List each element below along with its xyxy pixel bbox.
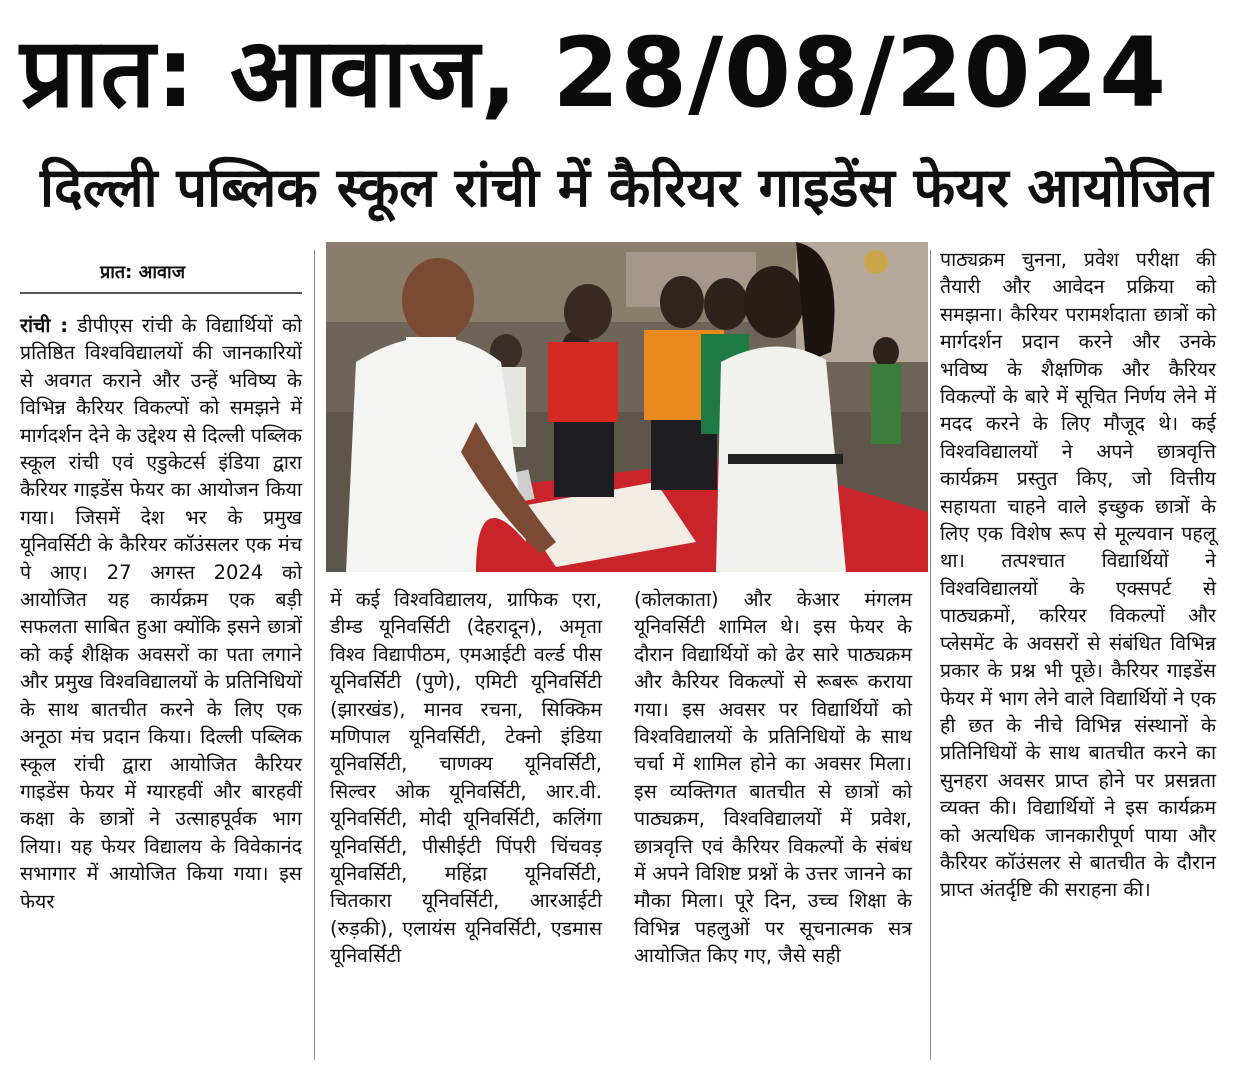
article-text: डीपीएस रांची के विद्यार्थियों को प्रतिष्ठित विश्वविद्यालयों की जानकारियों से अवगत कराने और उन्हें भविष्य के विभिन्न कैरियर विकल्पों को समझने में मार्गदर्शन देने के उद्देश्य से दिल्ली पब्लिक स्कूल रांची एवं एडुकेटर्स इंडिया द्वारा कैरियर गाइडेंस फेयर का आयोजन किया गया। जिसमें देश भर के प्रमुख यूनिवर्सिटी के कैरियर कॉउंसलर एक मंच पे आए। 27 अगस्त 2024 को आयोजित यह कार्यक्रम एक बड़ी सफलता साबित हुआ क्योंकि इसने छात्रों को कई शैक्षिक अवसरों का पता लगाने और प्रमुख विश्वविद्यालयों के प्रतिनिधियों के साथ बातचीत करने के लिए एक अनूठा मंच प्रदान किया। दिल्ली पब्लिक स्कूल रांची द्वारा आयोजित कैरियर गाइडेंस फेयर में ग्यारहवीं और बारहवीं कक्षा के छात्रों ने उत्साहपूर्वक भाग लिया। यह फेयर विद्यालय के विवेकानंद सभागार में आयोजित किया गया। इस फेयर bbox=[20, 314, 302, 913]
newspaper-masthead-date: प्रात: आवाज, 28/08/2024 bbox=[20, 17, 1167, 129]
article-column-1 bbox=[20, 312, 302, 915]
event-photo bbox=[326, 242, 928, 572]
column-divider bbox=[930, 250, 931, 1060]
article-column-4 bbox=[940, 246, 1216, 904]
event-photo-illustration bbox=[326, 242, 928, 572]
dateline-place: रांची : bbox=[20, 314, 69, 337]
byline: प्रात: आवाज bbox=[20, 252, 302, 294]
column-divider bbox=[314, 250, 315, 1060]
article-column-3 bbox=[634, 586, 912, 970]
article-text: में कई विश्वविद्यालय, ग्राफिक एरा, डीम्ड यूनिवर्सिटी (देहरादून), अमृता विश्व विद्यापीठम, एमआईटी वर्ल्ड पीस यूनिवर्सिटी (पुणे), एमिटी यूनिवर्सिटी (झारखंड), मानव रचना, सिक्किम मणिपाल यूनिवर्सिटी, टेक्नो इंडिया यूनिवर्सिटी, चाणक्य यूनिवर्सिटी, सिल्वर ओक यूनिवर्सिटी, आर.वी. यूनिवर्सिटी, मोदी यूनिवर्सिटी, कलिंगा यूनिवर्सिटी, पीसीईटी पिंपरी चिंचवड़ यूनिवर्सिटी, महिंद्रा यूनिवर्सिटी, चितकारा यूनिवर्सिटी, आरआईटी (रुड़की), एलायंस यूनिवर्सिटी, एडमास यूनिवर्सिटी bbox=[330, 588, 602, 968]
article-text: (कोलकाता) और केआर मंगलम यूनिवर्सिटी शामिल थे। इस फेयर के दौरान विद्यार्थियों को ढेर सारे पाठ्यक्रम और कैरियर विकल्पों से रूबरू कराया गया। इस अवसर पर विद्यार्थियों को विश्वविद्यालयों के प्रतिनिधियों के साथ चर्चा में शामिल होने का अवसर मिला। इस व्यक्तिगत बातचीत से छात्रों को पाठ्यक्रम, विश्वविद्यालयों में प्रवेश, छात्रवृत्ति एवं कैरियर विकल्पों के संबंध में अपने विशिष्ट प्रश्नों के उत्तर जानने का मौका मिला। पूरे दिन, उच्च शिक्षा के विभिन्न पहलुओं पर सूचनात्मक सत्र आयोजित किए गए, जैसे सही bbox=[634, 588, 912, 968]
article-text: पाठ्यक्रम चुनना, प्रवेश परीक्षा की तैयारी और आवेदन प्रक्रिया को समझना। कैरियर परामर्शदाता छात्रों को मार्गदर्शन प्रदान करने और उनके भविष्य के शैक्षणिक और कैरियर विकल्पों के बारे में सूचित निर्णय लेने में मदद करने के लिए मौजूद थे। कई विश्वविद्यालयों ने अपने छात्रवृत्ति कार्यक्रम प्रस्तुत किए, जो वित्तीय सहायता चाहने वाले इच्छुक छात्रों के लिए एक विशेष रूप से मूल्यवान पहलू था। तत्पश्चात विद्यार्थियों ने विश्वविद्यालयों के एक्सपर्ट से पाठ्यक्रमों, करियर विकल्पों और प्लेसमेंट के अवसरों से संबंधित विभिन्न प्रकार के प्रश्न भी पूछे। कैरियर गाइडेंस फेयर में भाग लेने वाले विद्यार्थियों ने एक ही छत के नीचे विभिन्न संस्थानों के प्रतिनिधियों के साथ बातचीत करने का सुनहरा अवसर प्राप्त होने पर प्रसन्नता व्यक्त की। विद्यार्थियों ने इस कार्यक्रम को अत्यधिक जानकारीपूर्ण पाया और कैरियर कॉउंसलर से बातचीत के दौरान प्राप्त अंतर्दृष्टि की सराहना की। bbox=[940, 248, 1216, 902]
article-headline: दिल्ली पब्लिक स्कूल रांची में कैरियर गाइडेंस फेयर आयोजित bbox=[40, 156, 1213, 219]
article-column-2 bbox=[330, 586, 602, 970]
